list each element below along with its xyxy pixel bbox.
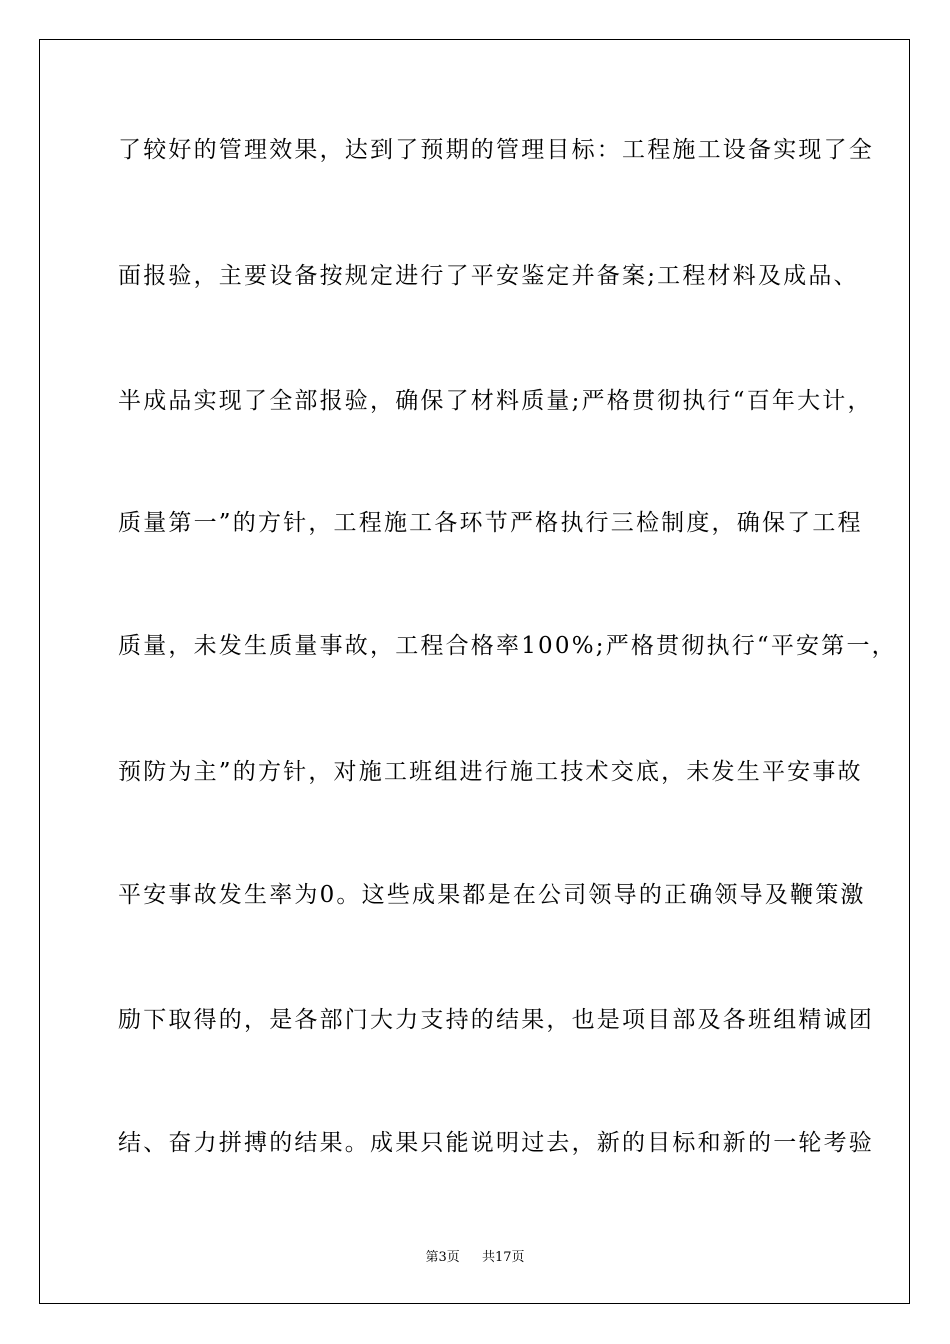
total-pages: 共17页 bbox=[482, 1250, 525, 1265]
paragraph-line-2: 面报验，主要设备按规定进行了平安鉴定并备案;工程材料及成品、 bbox=[118, 263, 859, 289]
paragraph-line-8: 励下取得的，是各部门大力支持的结果，也是项目部及各班组精诚团 bbox=[118, 1007, 874, 1033]
paragraph-line-7: 平安事故发生率为0。这些成果都是在公司领导的正确领导及鞭策激 bbox=[118, 882, 866, 908]
paragraph-line-5: 质量，未发生质量事故，工程合格率100%;严格贯彻执行“平安第一， bbox=[118, 633, 897, 659]
paragraph-line-4: 质量第一”的方针，工程施工各环节严格执行三检制度，确保了工程 bbox=[118, 510, 863, 536]
paragraph-line-3: 半成品实现了全部报验，确保了材料质量;严格贯彻执行“百年大计， bbox=[118, 388, 873, 414]
page-border bbox=[39, 39, 910, 1304]
paragraph-line-6: 预防为主”的方针，对施工班组进行施工技术交底，未发生平安事故 bbox=[118, 759, 863, 785]
paragraph-line-1: 了较好的管理效果，达到了预期的管理目标：工程施工设备实现了全 bbox=[118, 137, 874, 163]
paragraph-line-9: 结、奋力拼搏的结果。成果只能说明过去，新的目标和新的一轮考验 bbox=[118, 1130, 874, 1156]
page-number: 第3页 bbox=[425, 1250, 460, 1265]
page-footer bbox=[0, 1246, 950, 1265]
